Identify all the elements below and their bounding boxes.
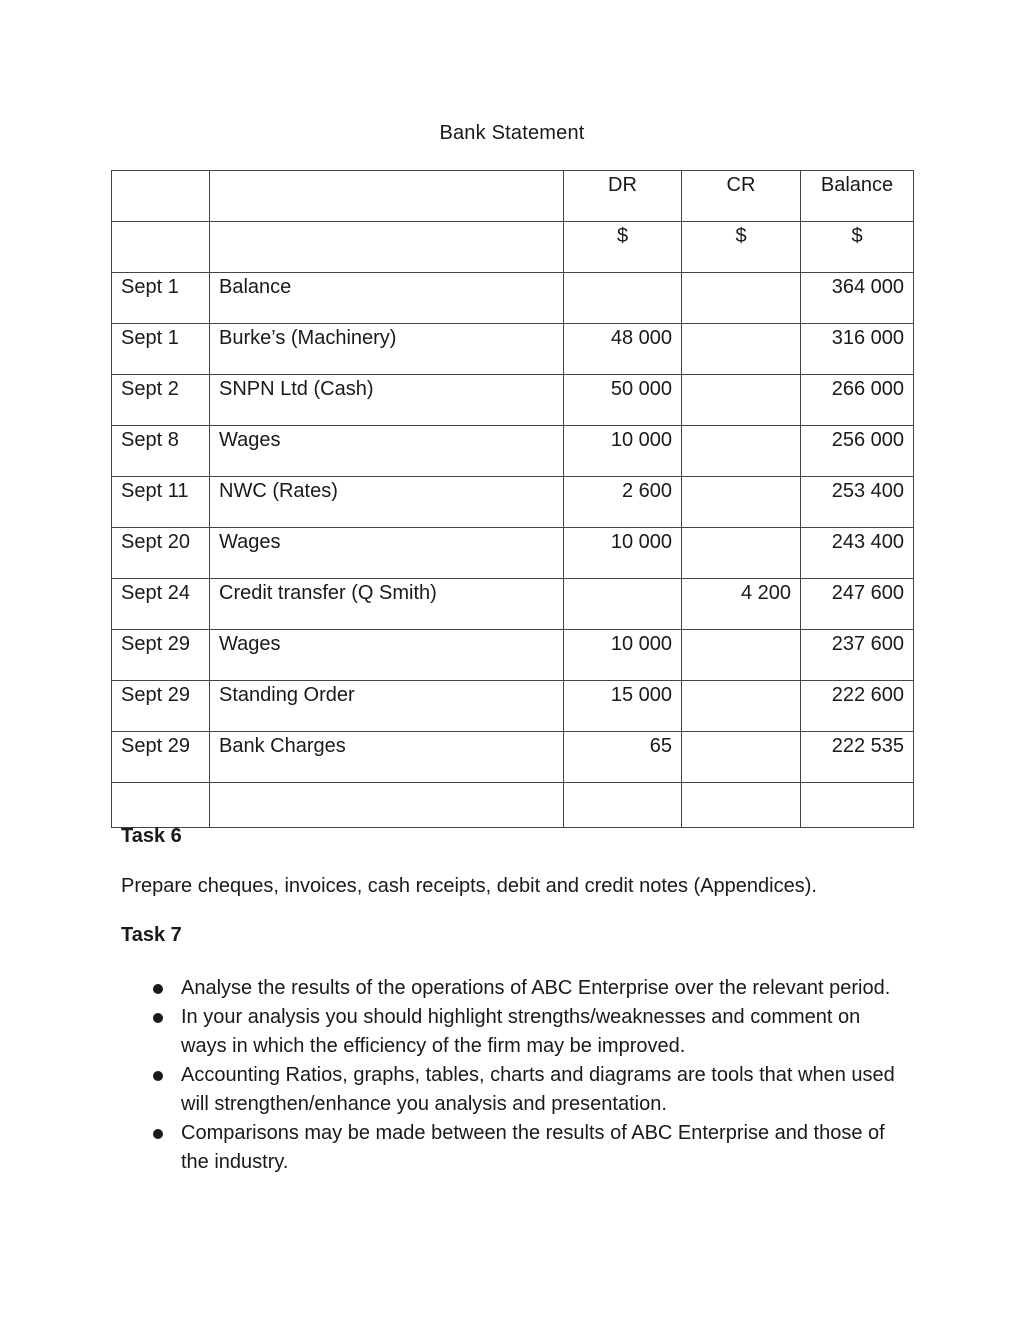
bank-statement-table	[111, 170, 914, 828]
table-currency-row	[112, 222, 914, 273]
task6-heading: Task 6	[121, 825, 182, 847]
header-desc-cell	[210, 171, 564, 222]
table-row	[112, 579, 914, 630]
list-item	[151, 1003, 901, 1061]
header-dr: DR	[564, 171, 682, 222]
table-empty-row	[112, 783, 914, 828]
bullet-icon	[153, 984, 163, 994]
bullet-icon	[153, 1129, 163, 1139]
description-cell: SNPN Ltd (Cash)	[210, 375, 564, 426]
task6-text: Prepare cheques, invoices, cash receipts, debit and credit notes (Appendices).	[121, 875, 817, 897]
date-cell: Sept 20	[112, 528, 210, 579]
currency-cr: $	[682, 222, 801, 273]
cr-cell	[682, 528, 801, 579]
table-row	[112, 477, 914, 528]
table-row	[112, 732, 914, 783]
bullet-icon	[153, 1071, 163, 1081]
bullet-icon	[153, 1013, 163, 1023]
list-item	[151, 974, 901, 1003]
table-row	[112, 681, 914, 732]
cr-cell	[682, 375, 801, 426]
cr-cell	[682, 732, 801, 783]
description-cell: Standing Order	[210, 681, 564, 732]
balance-cell: 237 600	[801, 630, 914, 681]
bullet-text: Accounting Ratios, graphs, tables, charts and diagrams are tools that when used will strengthen/enhance you analysis and presentation.	[181, 1064, 895, 1115]
table-row	[112, 426, 914, 477]
dr-cell: 50 000	[564, 375, 682, 426]
description-cell: Bank Charges	[210, 732, 564, 783]
balance-cell: 266 000	[801, 375, 914, 426]
empty-dr-cell	[564, 783, 682, 828]
date-cell: Sept 2	[112, 375, 210, 426]
description-cell: Burke’s (Machinery)	[210, 324, 564, 375]
table-row	[112, 528, 914, 579]
table-row	[112, 324, 914, 375]
bullet-text: Analyse the results of the operations of ABC Enterprise over the relevant period.	[181, 977, 891, 999]
date-cell: Sept 29	[112, 732, 210, 783]
dr-cell: 10 000	[564, 630, 682, 681]
dr-cell	[564, 579, 682, 630]
dr-cell: 48 000	[564, 324, 682, 375]
currency-balance: $	[801, 222, 914, 273]
empty-description-cell	[210, 783, 564, 828]
dr-cell	[564, 273, 682, 324]
table-header-row	[112, 171, 914, 222]
description-cell: Credit transfer (Q Smith)	[210, 579, 564, 630]
cr-cell	[682, 681, 801, 732]
balance-cell: 256 000	[801, 426, 914, 477]
empty-date-cell	[112, 783, 210, 828]
currency-dr: $	[564, 222, 682, 273]
description-cell: Wages	[210, 528, 564, 579]
date-cell: Sept 29	[112, 681, 210, 732]
description-cell: Balance	[210, 273, 564, 324]
cr-cell	[682, 324, 801, 375]
balance-cell: 222 600	[801, 681, 914, 732]
cr-cell	[682, 630, 801, 681]
header-balance: Balance	[801, 171, 914, 222]
cr-cell: 4 200	[682, 579, 801, 630]
date-cell: Sept 24	[112, 579, 210, 630]
date-cell: Sept 29	[112, 630, 210, 681]
date-cell: Sept 1	[112, 324, 210, 375]
date-cell: Sept 11	[112, 477, 210, 528]
list-item	[151, 1061, 901, 1119]
balance-cell: 243 400	[801, 528, 914, 579]
dr-cell: 10 000	[564, 426, 682, 477]
date-cell: Sept 1	[112, 273, 210, 324]
task7-bullet-list	[151, 974, 901, 1177]
dr-cell: 10 000	[564, 528, 682, 579]
page-title: Bank Statement	[439, 122, 585, 144]
header-cr: CR	[682, 171, 801, 222]
description-cell: Wages	[210, 426, 564, 477]
cr-cell	[682, 273, 801, 324]
bullet-text: In your analysis you should highlight strengths/weaknesses and comment on ways in which the efficiency of the firm may be improved.	[181, 1006, 861, 1057]
cr-cell	[682, 477, 801, 528]
cr-cell	[682, 426, 801, 477]
task7-heading: Task 7	[121, 924, 182, 946]
currency-desc-cell	[210, 222, 564, 273]
balance-cell: 222 535	[801, 732, 914, 783]
empty-balance-cell	[801, 783, 914, 828]
description-cell: NWC (Rates)	[210, 477, 564, 528]
bullet-text: Comparisons may be made between the results of ABC Enterprise and those of the industry.	[181, 1122, 885, 1173]
dr-cell: 2 600	[564, 477, 682, 528]
table-row	[112, 273, 914, 324]
balance-cell: 247 600	[801, 579, 914, 630]
empty-cr-cell	[682, 783, 801, 828]
dr-cell: 65	[564, 732, 682, 783]
table-row	[112, 630, 914, 681]
dr-cell: 15 000	[564, 681, 682, 732]
currency-date-cell	[112, 222, 210, 273]
balance-cell: 364 000	[801, 273, 914, 324]
header-date-cell	[112, 171, 210, 222]
balance-cell: 253 400	[801, 477, 914, 528]
date-cell: Sept 8	[112, 426, 210, 477]
table-row	[112, 375, 914, 426]
list-item	[151, 1119, 901, 1177]
description-cell: Wages	[210, 630, 564, 681]
balance-cell: 316 000	[801, 324, 914, 375]
